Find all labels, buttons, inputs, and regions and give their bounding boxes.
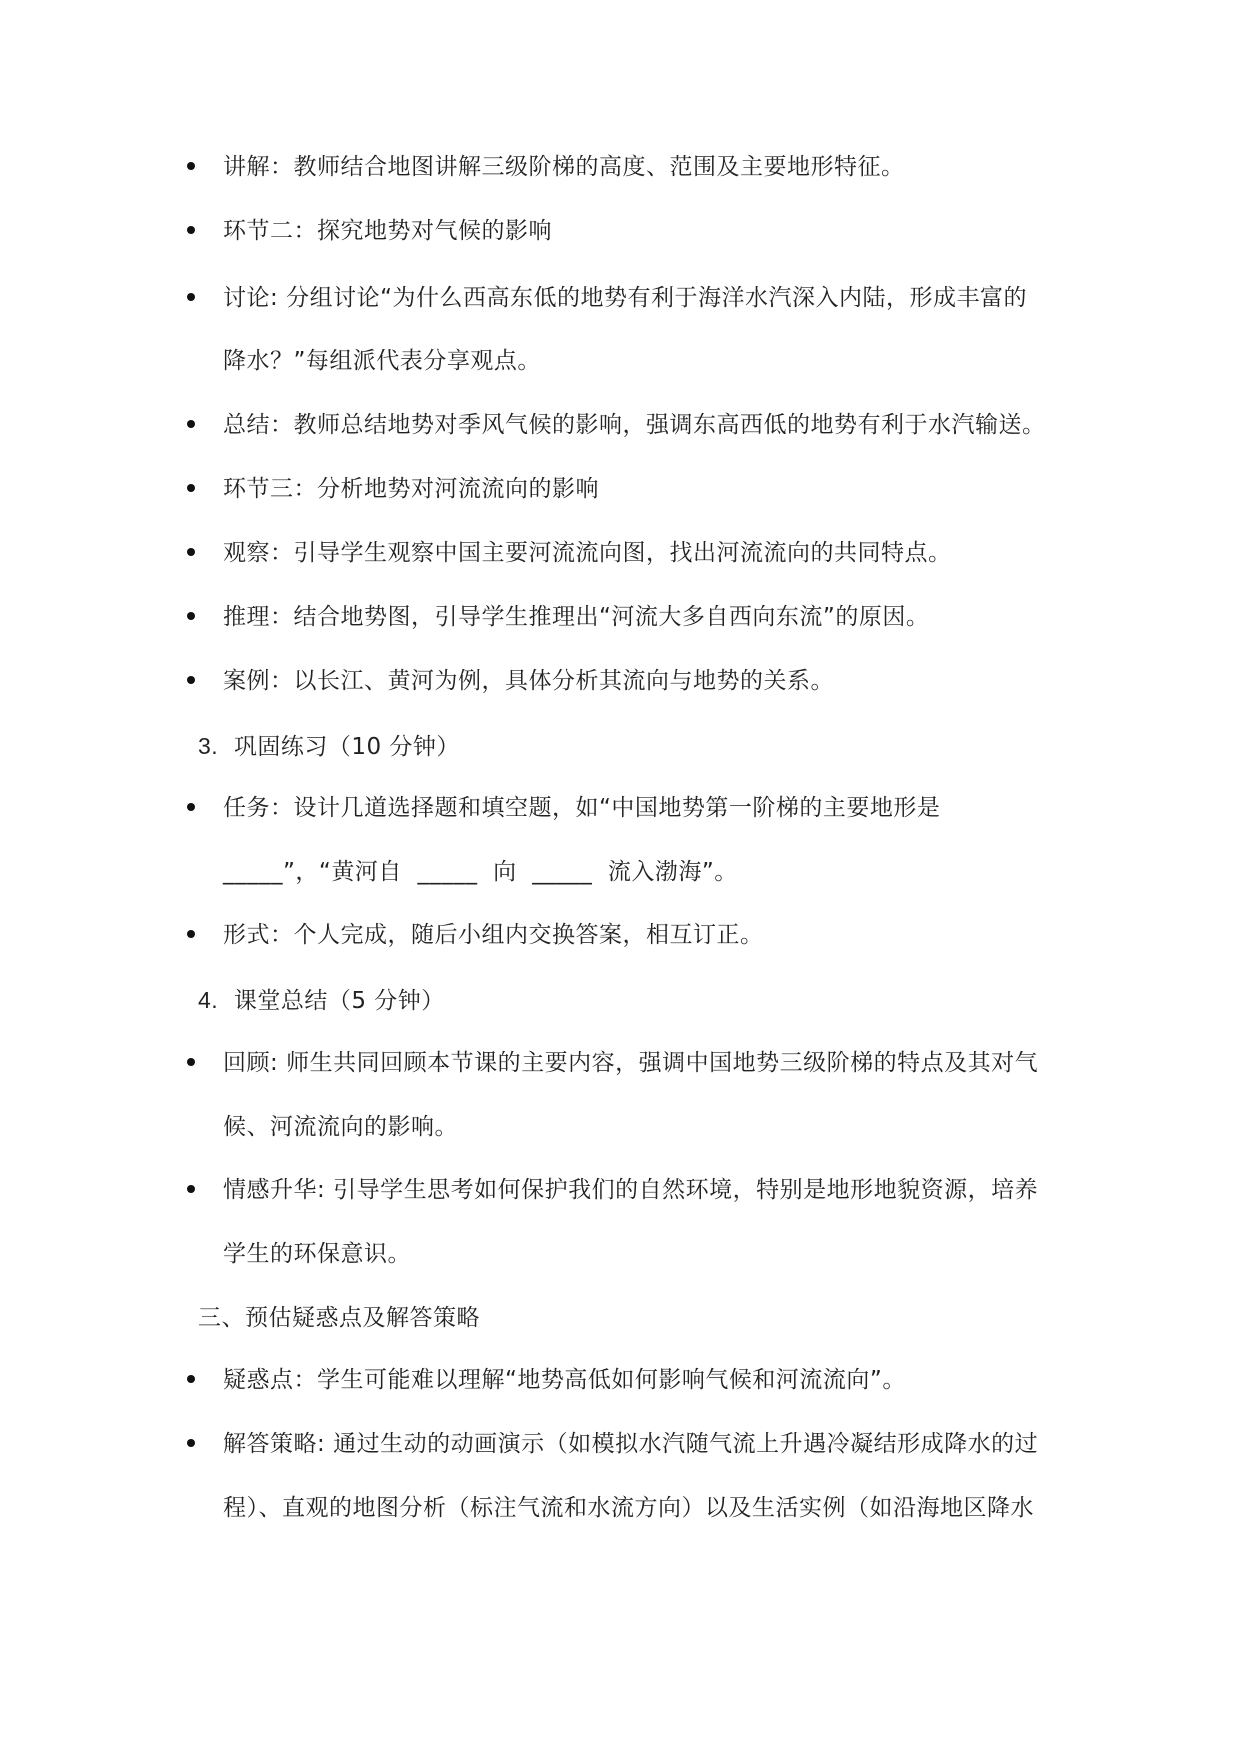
item-label: 任务： <box>223 795 294 821</box>
bullet-icon <box>187 1185 195 1193</box>
item-text: 结合地势图，引导学生推理出“河流大多自西向东流”的原因。 <box>293 604 930 630</box>
item-text: 教师结合地图讲解三级阶梯的高度、范围及主要地形特征。 <box>293 154 905 180</box>
item-label: 总结： <box>223 412 294 438</box>
item-label: 形式： <box>223 922 294 948</box>
item-label: 回顾: <box>223 1050 279 1076</box>
item-label: 观察： <box>223 540 294 566</box>
list-item <box>223 283 1027 313</box>
list-item <box>223 1048 1038 1078</box>
section-title: 课堂总结（5 分钟） <box>233 988 445 1014</box>
item-text: 引导学生观察中国主要河流流向图，找出河流流向的共同特点。 <box>293 540 952 566</box>
item-text: 分析地势对河流流向的影响 <box>317 476 599 502</box>
section-heading: 三、预估疑惑点及解答策略 <box>198 1305 480 1331</box>
item-text: 学生可能难以理解“地势高低如何影响气候和河流流向”。 <box>317 1367 906 1393</box>
list-item <box>223 216 552 246</box>
bullet-icon <box>187 484 195 492</box>
item-text: 探究地势对气候的影响 <box>317 218 552 244</box>
section-title: 巩固练习（10 分钟） <box>233 734 460 760</box>
item-text: 设计几道选择题和填空题，如“中国地势第一阶梯的主要地形是 <box>293 795 941 821</box>
item-label: 疑惑点： <box>223 1367 317 1393</box>
list-item <box>223 602 929 632</box>
list-item <box>223 920 764 950</box>
item-text: 以长江、黄河为例，具体分析其流向与地势的关系。 <box>293 668 834 694</box>
item-text: 分组讨论“为什么西高东低的地势有利于海洋水汽深入内陆，形成丰富的 <box>286 285 1027 311</box>
bullet-icon <box>187 1375 195 1383</box>
item-text: 师生共同回顾本节课的主要内容，强调中国地势三级阶梯的特点及其对气 <box>286 1050 1039 1076</box>
item-text: 教师总结地势对季风气候的影响，强调东高西低的地势有利于水汽输送。 <box>293 412 1046 438</box>
item-label: 环节二： <box>223 218 317 244</box>
list-item-continuation: 程）、直观的地图分析（标注气流和水流方向）以及生活实例（如沿海地区降水 <box>223 1495 1034 1521</box>
item-label: 环节三： <box>223 476 317 502</box>
item-label: 情感升华: <box>223 1177 326 1203</box>
bullet-icon <box>187 676 195 684</box>
list-item <box>223 793 940 823</box>
bullet-icon <box>187 548 195 556</box>
bullet-icon <box>187 930 195 938</box>
list-item <box>223 474 599 504</box>
item-label: 讨论: <box>223 285 279 311</box>
item-label: 案例： <box>223 668 294 694</box>
bullet-icon <box>187 1058 195 1066</box>
bullet-icon <box>187 226 195 234</box>
item-label: 讲解： <box>223 154 294 180</box>
bullet-icon <box>187 293 195 301</box>
bullet-icon <box>187 420 195 428</box>
list-item <box>223 1429 1038 1459</box>
list-item <box>223 666 834 696</box>
section-number: 3. <box>198 733 219 759</box>
item-text: 通过生动的动画演示（如模拟水汽随气流上升遇冷凝结形成降水的过 <box>333 1431 1039 1457</box>
item-label: 推理： <box>223 604 294 630</box>
item-text: 引导学生思考如何保护我们的自然环境，特别是地形地貌资源，培养 <box>333 1177 1039 1203</box>
list-item <box>223 538 952 568</box>
list-item-continuation: 降水？”每组派代表分享观点。 <box>223 348 541 374</box>
item-label: 解答策略: <box>223 1431 326 1457</box>
list-item <box>223 1365 906 1395</box>
section-heading <box>198 731 460 762</box>
bullet-icon <box>187 1439 195 1447</box>
bullet-icon <box>187 803 195 811</box>
section-number: 4. <box>198 987 219 1013</box>
section-heading <box>198 985 445 1016</box>
list-item-continuation: _____”，“黄河自 _____ 向 _____ 流入渤海”。 <box>223 859 738 885</box>
bullet-icon <box>187 612 195 620</box>
bullet-icon <box>187 162 195 170</box>
list-item-continuation: 学生的环保意识。 <box>223 1241 411 1267</box>
item-text: 个人完成，随后小组内交换答案，相互订正。 <box>293 922 764 948</box>
list-item <box>223 410 1046 440</box>
list-item <box>223 152 905 182</box>
list-item-continuation: 候、河流流向的影响。 <box>223 1114 458 1140</box>
list-item <box>223 1175 1038 1205</box>
